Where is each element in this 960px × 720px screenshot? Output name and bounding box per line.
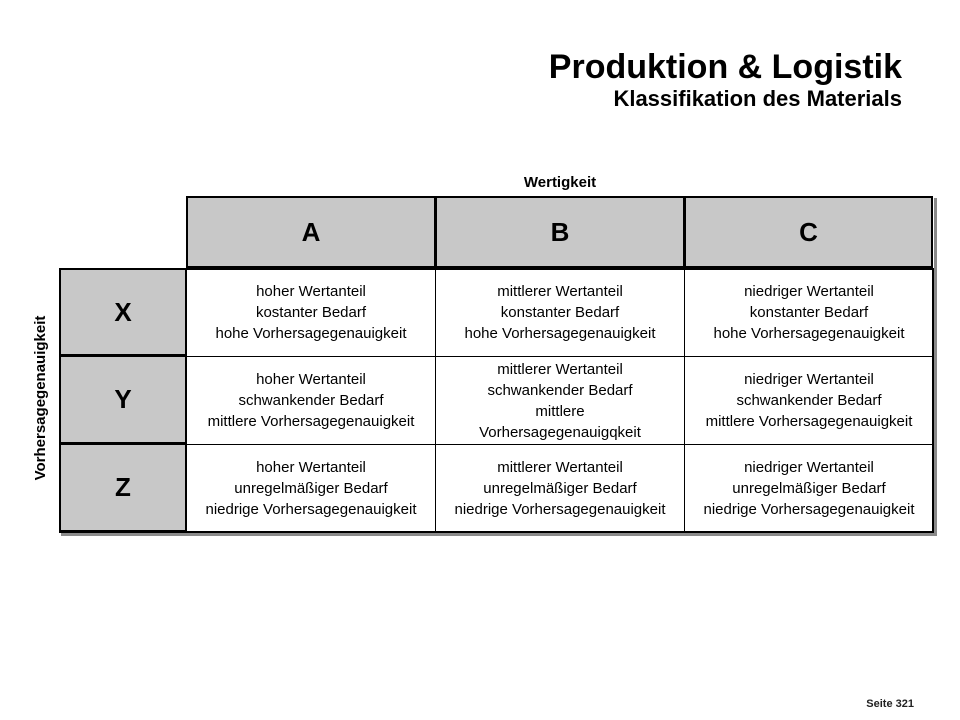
row-axis-label: Vorhersagegenauigkeit [32, 315, 49, 481]
matrix-cell-x-b [435, 268, 685, 357]
matrix-cell-y-b [435, 356, 685, 445]
column-header-b: B [435, 196, 685, 268]
column-header-a: A [186, 196, 436, 268]
column-axis-label: Wertigkeit [523, 174, 597, 191]
cell-line: konstanter Bedarf [500, 304, 620, 321]
cell-line: mittlere Vorhersagegenauigkeit [207, 413, 415, 430]
cell-line: unregelmäßiger Bedarf [234, 480, 388, 497]
cell-line: schwankender Bedarf [487, 381, 633, 399]
page-number: Seite 321 [866, 698, 914, 710]
cell-line: hohe Vorhersagegenauigkeit [464, 325, 656, 342]
matrix-cell-z-a [186, 444, 436, 533]
matrix-shadow-bottom [61, 533, 937, 536]
matrix-cell-y-a [186, 356, 436, 445]
cell-line: mittlerer Wertanteil [497, 283, 623, 300]
cell-line: konstanter Bedarf [749, 304, 869, 321]
cell-line: mittlerer Wertanteil [497, 459, 623, 476]
cell-line: niedrige Vorhersagegenauigkeit [703, 501, 915, 518]
cell-line: mittlere [535, 402, 585, 420]
matrix-shadow-right [934, 198, 937, 535]
cell-line: hoher Wertanteil [256, 371, 366, 388]
cell-line: hoher Wertanteil [256, 283, 366, 300]
cell-line: kostanter Bedarf [255, 304, 367, 321]
cell-line: niedriger Wertanteil [744, 459, 874, 476]
cell-line: niedriger Wertanteil [744, 283, 874, 300]
cell-line: niedriger Wertanteil [744, 371, 874, 388]
cell-line: mittlerer Wertanteil [497, 360, 623, 378]
cell-line: schwankender Bedarf [736, 392, 882, 409]
cell-line: hohe Vorhersagegenauigkeit [713, 325, 905, 342]
matrix-cell-z-b [435, 444, 685, 533]
matrix-cell-x-c [684, 268, 934, 357]
slide-title-block [549, 48, 902, 112]
classification-matrix [59, 196, 933, 532]
matrix-cell-y-c [684, 356, 934, 445]
row-header-z: Z [59, 443, 187, 532]
cell-line: niedrige Vorhersagegenauigkeit [454, 501, 666, 518]
matrix-cell-z-c [684, 444, 934, 533]
cell-line: unregelmäßiger Bedarf [732, 480, 886, 497]
cell-line: Vorhersagegenauigqkeit [479, 423, 641, 441]
matrix-cell-x-a [186, 268, 436, 357]
cell-line: unregelmäßiger Bedarf [483, 480, 637, 497]
row-header-y: Y [59, 355, 187, 444]
slide-title: Produktion & Logistik [548, 48, 902, 86]
slide-subtitle: Klassifikation des Materials [613, 86, 902, 111]
cell-line: mittlere Vorhersagegenauigkeit [705, 413, 913, 430]
column-header-c: C [684, 196, 933, 268]
cell-line: schwankender Bedarf [238, 392, 384, 409]
cell-line: niedrige Vorhersagegenauigkeit [205, 501, 417, 518]
cell-line: hohe Vorhersagegenauigkeit [215, 325, 407, 342]
cell-line: hoher Wertanteil [256, 459, 366, 476]
row-header-x: X [59, 268, 187, 356]
